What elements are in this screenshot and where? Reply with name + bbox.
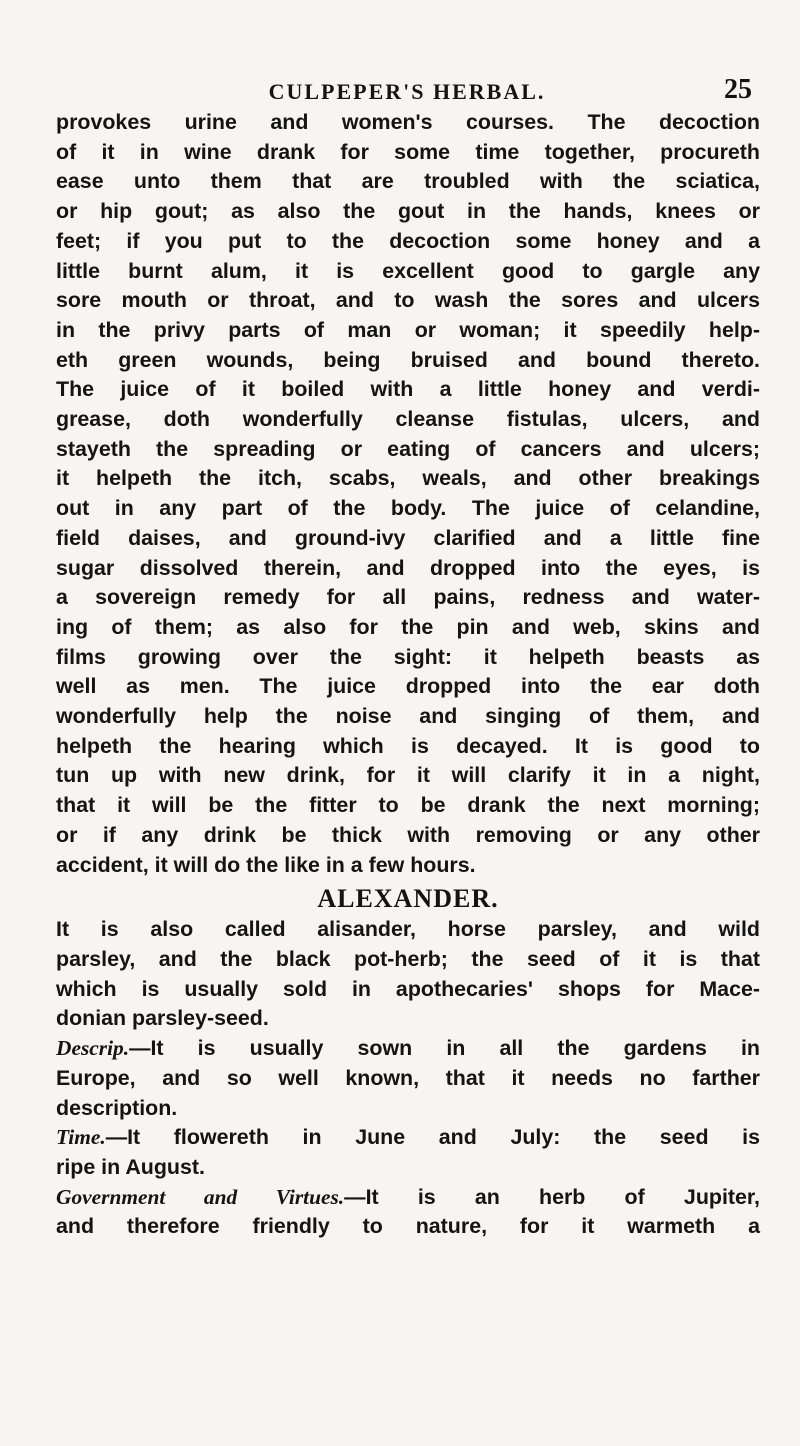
text-line bbox=[56, 1183, 760, 1213]
text-line: out in any part of the body. The juice of celandine, bbox=[56, 496, 760, 521]
text-line: well as men. The juice dropped into the ear doth bbox=[56, 674, 760, 699]
text-line: in the privy parts of man or woman; it speedily help- bbox=[56, 317, 760, 342]
text-line: a sovereign remedy for all pains, redness and water- bbox=[56, 585, 760, 610]
text-line: ing of them; as also for the pin and web, skins and bbox=[56, 614, 760, 639]
text-run: —It is an herb of Jupiter, bbox=[344, 1184, 760, 1209]
text-line: field daises, and ground-ivy clarified and a little fine bbox=[56, 525, 760, 550]
text-line: stayeth the spreading or eating of cancers and ulcers; bbox=[56, 436, 760, 461]
text-line: donian parsley-seed. bbox=[56, 1006, 269, 1031]
text-run: —It flowereth in June and July: the seed is bbox=[105, 1125, 760, 1150]
text-line: or if any drink be thick with removing or any other bbox=[56, 822, 760, 847]
text-line: and therefore friendly to nature, for it warmeth a bbox=[56, 1214, 760, 1239]
text-line: wonderfully help the noise and singing of them, and bbox=[56, 704, 760, 729]
text-line: tun up with new drink, for it will clarify it in a night, bbox=[56, 763, 760, 788]
paragraph-label: Time. bbox=[56, 1125, 106, 1150]
paragraph-time bbox=[56, 1123, 760, 1182]
text-run: —It is usually sown in all the gardens in bbox=[129, 1036, 760, 1061]
text-line: that it will be the fitter to be drank the next morning; bbox=[56, 793, 760, 818]
text-line: provokes urine and women's courses. The decoction bbox=[56, 110, 760, 134]
paragraph-description bbox=[56, 1034, 760, 1123]
text-line: feet; if you put to the decoction some honey and a bbox=[56, 228, 760, 253]
text-line: Europe, and so well known, that it needs no farther bbox=[56, 1065, 760, 1090]
text-line: The juice of it boiled with a little honey and verdi- bbox=[56, 377, 760, 402]
text-line: it helpeth the itch, scabs, weals, and other breakings bbox=[56, 466, 760, 491]
running-title: CULPEPER'S HERBAL. bbox=[268, 79, 546, 104]
running-head bbox=[56, 0, 758, 105]
text-line: parsley, and the black pot-herb; the seed of it is that bbox=[56, 946, 760, 971]
text-line bbox=[56, 1123, 760, 1153]
text-line: or hip gout; as also the gout in the hands, knees or bbox=[56, 199, 760, 224]
paragraph-label: Government and Virtues. bbox=[56, 1184, 345, 1209]
text-line: grease, doth wonderfully cleanse fistulas, ulcers, and bbox=[56, 407, 760, 432]
text-line: ease unto them that are troubled with the sciatica, bbox=[56, 169, 760, 194]
text-line: eth green wounds, being bruised and bound thereto. bbox=[56, 347, 760, 372]
text-line: sugar dissolved therein, and dropped into the eyes, is bbox=[56, 555, 760, 580]
text-line: sore mouth or throat, and to wash the sores and ulcers bbox=[56, 288, 760, 313]
page-number: 25 bbox=[724, 74, 752, 105]
text-line bbox=[56, 1034, 760, 1064]
text-line: little burnt alum, it is excellent good to gargle any bbox=[56, 258, 760, 283]
text-line: description. bbox=[56, 1095, 178, 1120]
text-line: It is also called alisander, horse parsley, and wild bbox=[56, 917, 760, 942]
paragraph-label: Descrip. bbox=[56, 1036, 130, 1061]
paragraph-government bbox=[56, 1183, 760, 1242]
text-line: of it in wine drank for some time together, procureth bbox=[56, 139, 760, 164]
section-heading: ALEXANDER. bbox=[317, 884, 499, 914]
body-text bbox=[56, 108, 760, 1242]
text-line: films growing over the sight: it helpeth beasts as bbox=[56, 644, 760, 669]
text-line: helpeth the hearing which is decayed. It is good to bbox=[56, 733, 760, 758]
paragraph-names bbox=[56, 915, 760, 1034]
text-line: ripe in August. bbox=[56, 1154, 205, 1179]
text-line: which is usually sold in apothecaries' shops for Mace- bbox=[56, 976, 760, 1001]
paragraph-continued bbox=[56, 108, 760, 880]
text-line: accident, it will do the like in a few hours. bbox=[56, 852, 476, 877]
